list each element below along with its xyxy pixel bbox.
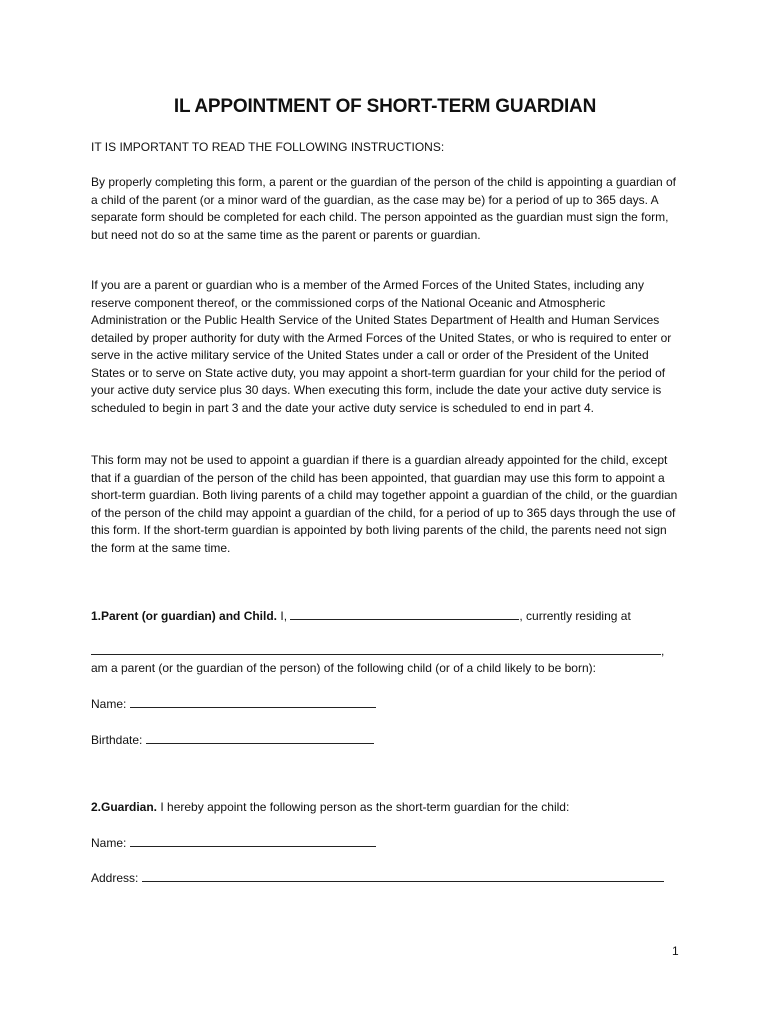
section-1-intro-text: I, bbox=[280, 609, 288, 623]
child-name-label: Name: bbox=[91, 697, 127, 711]
guardian-name-row bbox=[91, 834, 681, 853]
section-2-heading: 2.Guardian. bbox=[91, 800, 158, 814]
guardian-address-label: Address: bbox=[91, 871, 139, 885]
section-1-heading: 1.Parent (or guardian) and Child. bbox=[91, 609, 278, 623]
child-birthdate-field[interactable] bbox=[146, 731, 374, 744]
instructions-paragraph-1: By properly completing this form, a parent or the guardian of the person of the child is appointing a guardian of a child of the parent (or a minor ward of the guardian, as the case may be) for a period of up to 365 days. A separate form should be completed for each child. The person appointed as the guardian must sign the form, but need not do so at the same time as the parent or parents or guardian. bbox=[91, 175, 677, 242]
guardian-address-field[interactable] bbox=[142, 869, 664, 882]
parent-name-field[interactable] bbox=[290, 607, 519, 620]
parent-address-field[interactable] bbox=[91, 642, 661, 655]
parent-address-line bbox=[91, 642, 681, 661]
instructions-paragraph-2: If you are a parent or guardian who is a member of the Armed Forces of the United States, including any reserve component thereof, or the commissioned corps of the National Oceanic and Atmospheric Administration or the Public Health Service of the United States Department of Health and Human Services detailed by proper authority for duty with the Armed Forces of the United States, or who is required to enter or serve in the active military service of the United States under a call or order of the President of the United States or to serve on State active duty, you may appoint a short-term guardian for your child for the period of your active duty service plus 30 days. When executing this form, include the date your active duty service is scheduled to begin in part 3 and the date your active duty service is scheduled to end in part 4. bbox=[91, 278, 672, 415]
child-birthdate-label: Birthdate: bbox=[91, 733, 143, 747]
section-2-line-1 bbox=[91, 799, 681, 817]
document-title: IL APPOINTMENT OF SHORT-TERM GUARDIAN bbox=[173, 96, 597, 117]
instructions-paragraph-3: This form may not be used to appoint a guardian if there is a guardian already appointed for the child, except that if a guardian of the person of the child has been appointed, that guardian may use this form to appoint a short-term guardian. Both living parents of a child may together appoint a guardian of the child, or the guardian of the person of the child may appoint a guardian of the child, for a period of up to 365 days through the use of this form. If the short-term guardian is appointed by both living parents of the child, the parents need not sign the form at the same time. bbox=[91, 453, 678, 555]
address-trailing-comma: , bbox=[661, 644, 665, 658]
instructions-heading: IT IS IMPORTANT TO READ THE FOLLOWING INSTRUCTIONS: bbox=[91, 140, 445, 154]
section-1-line-1 bbox=[91, 607, 681, 626]
section-2-text: I hereby appoint the following person as the short-term guardian for the child: bbox=[160, 800, 570, 814]
guardian-name-label: Name: bbox=[91, 836, 127, 850]
child-name-field[interactable] bbox=[130, 695, 376, 708]
guardian-address-row bbox=[91, 869, 681, 888]
child-birthdate-row bbox=[91, 731, 681, 750]
page-number: 1 bbox=[672, 944, 679, 958]
section-1-residing-text: , currently residing at bbox=[519, 609, 631, 623]
guardian-name-field[interactable] bbox=[130, 834, 376, 847]
child-name-row bbox=[91, 695, 681, 714]
section-1-statement: am a parent (or the guardian of the person) of the following child (or of a child likely to be born): bbox=[91, 661, 596, 675]
